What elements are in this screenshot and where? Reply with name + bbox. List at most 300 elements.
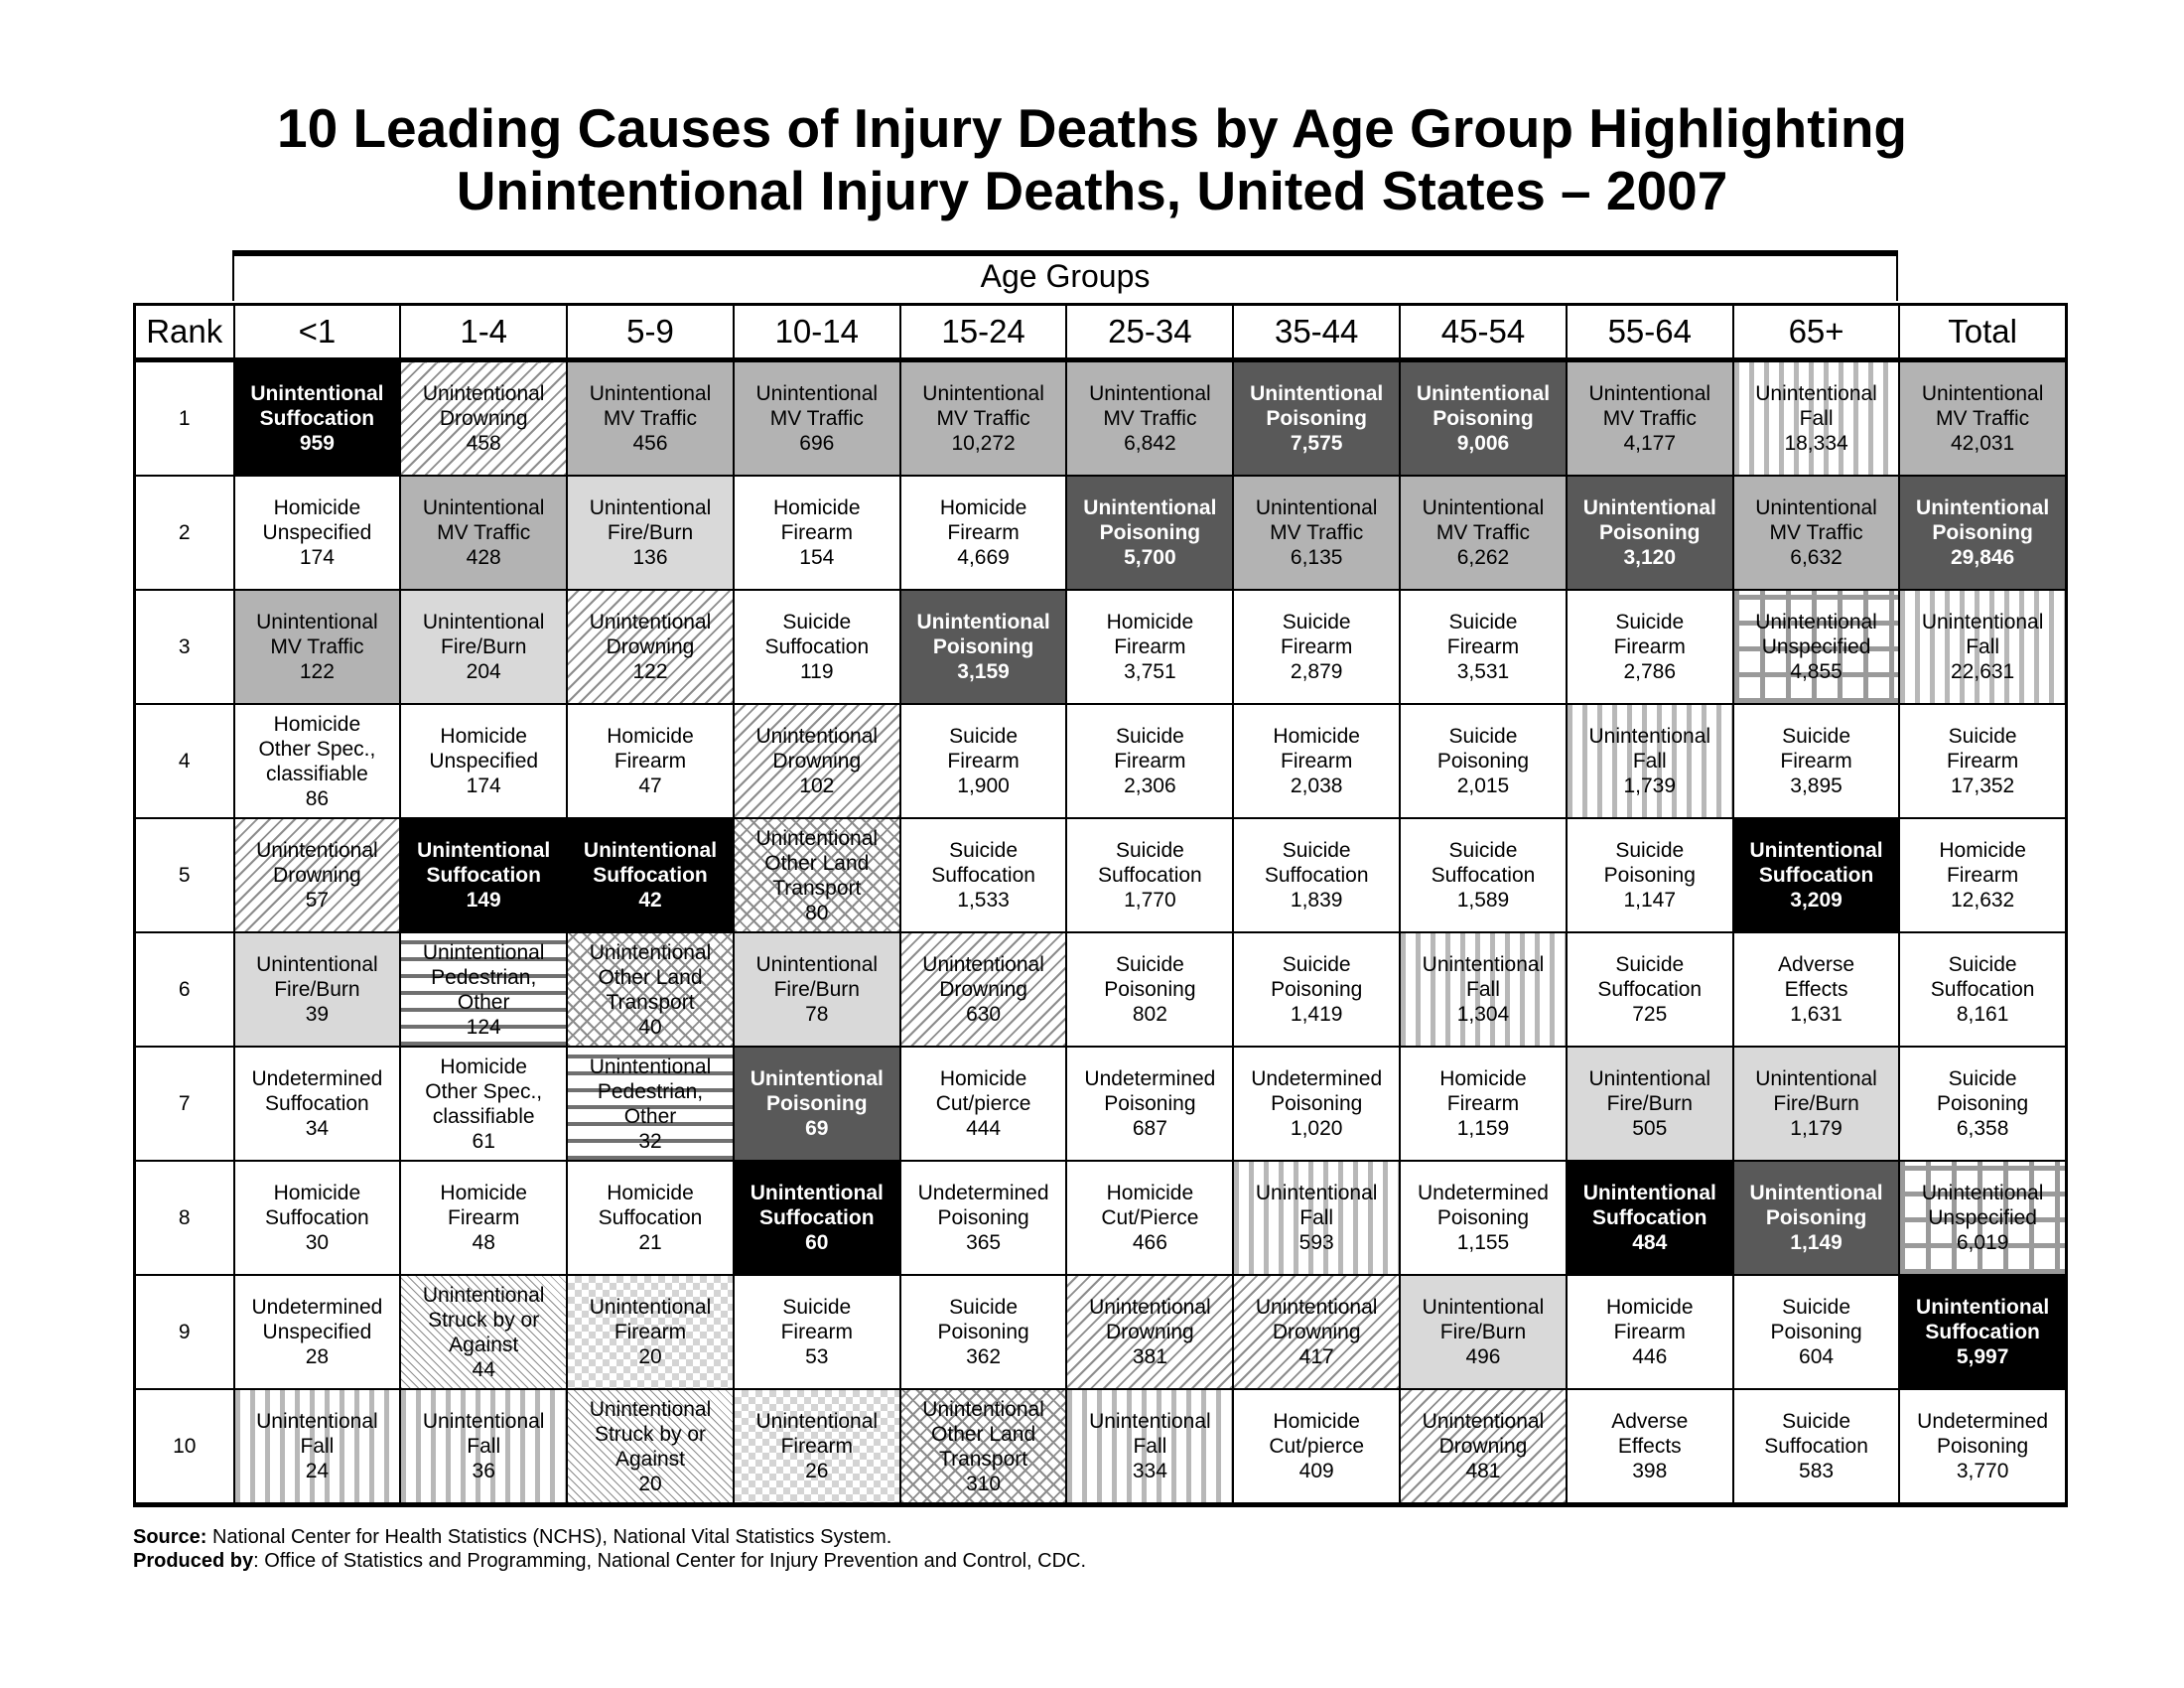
death-count: 484 xyxy=(1632,1231,1668,1254)
cause-label: Fall xyxy=(1966,635,2000,658)
death-count: 3,120 xyxy=(1623,546,1677,569)
death-count: 417 xyxy=(1298,1345,1334,1368)
death-count: 409 xyxy=(1298,1460,1334,1482)
cause-label: Suffocation xyxy=(931,864,1035,887)
cause-cell xyxy=(567,360,734,477)
cause-cell xyxy=(1066,704,1233,818)
cause-label: Suffocation xyxy=(1764,1435,1868,1458)
chart-title-line-1: 10 Leading Causes of Injury Deaths by Age Group Highlighting xyxy=(276,97,1908,159)
table-row xyxy=(135,1275,2067,1389)
death-count: 3,770 xyxy=(1956,1460,2009,1482)
rank-cell: 4 xyxy=(135,704,234,818)
cause-cell xyxy=(1733,1275,1900,1389)
cause-label: Suicide xyxy=(949,1296,1019,1319)
death-count: 1,739 xyxy=(1623,774,1677,797)
cause-label: Homicide xyxy=(1106,611,1194,633)
cause-label: Pedestrian, xyxy=(597,1079,704,1103)
cause-label: Firearm xyxy=(448,1206,520,1229)
age-column-header: Total xyxy=(1899,305,2066,360)
cause-label: Homicide xyxy=(273,712,361,736)
cause-label: Fire/Burn xyxy=(1606,1092,1693,1115)
cause-cell xyxy=(1899,360,2066,477)
death-count: 604 xyxy=(1799,1345,1835,1368)
cause-label: Firearm xyxy=(1613,635,1686,658)
death-count: 446 xyxy=(1632,1345,1668,1368)
cause-label: Unspecified xyxy=(429,750,539,773)
death-count: 30 xyxy=(305,1231,330,1254)
cause-label: Suicide xyxy=(1282,839,1351,862)
death-count: 725 xyxy=(1632,1003,1668,1026)
cause-label: Other Spec., xyxy=(258,737,376,761)
cause-cell xyxy=(734,1161,900,1275)
cause-label: Unintentional xyxy=(589,611,712,633)
death-count: 28 xyxy=(305,1345,330,1368)
cause-label: Unintentional xyxy=(589,382,712,405)
cause-label: Firearm xyxy=(780,521,853,544)
cause-label: Unintentional xyxy=(1921,611,2044,633)
death-count: 1,179 xyxy=(1790,1117,1843,1140)
death-count: 362 xyxy=(966,1345,1002,1368)
cause-label: Drowning xyxy=(439,407,528,430)
rank-cell: 8 xyxy=(135,1161,234,1275)
cause-cell xyxy=(1733,476,1900,590)
death-count: 802 xyxy=(1132,1003,1167,1026)
cause-label: Transport xyxy=(606,990,695,1014)
cause-label: Cut/pierce xyxy=(935,1092,1031,1115)
cause-label: Unspecified xyxy=(262,1321,372,1343)
injury-causes-table xyxy=(133,303,2068,1507)
cause-label: Fire/Burn xyxy=(607,521,694,544)
rank-cell: 9 xyxy=(135,1275,234,1389)
death-count: 7,575 xyxy=(1290,432,1343,455)
cause-label: MV Traffic xyxy=(1936,407,2030,430)
death-count: 6,262 xyxy=(1456,546,1510,569)
cause-cell xyxy=(900,360,1067,477)
cause-cell xyxy=(1567,360,1733,477)
rank-cell: 5 xyxy=(135,818,234,932)
cause-label: Homicide xyxy=(1939,839,2026,862)
cause-label: Suicide xyxy=(1448,725,1518,748)
death-count: 122 xyxy=(632,660,668,683)
cause-label: Unintentional xyxy=(256,839,378,862)
cause-label: Homicide xyxy=(1439,1067,1527,1090)
cause-label: Suicide xyxy=(1115,725,1184,748)
death-count: 9,006 xyxy=(1456,432,1510,455)
cause-cell xyxy=(400,704,567,818)
cause-cell xyxy=(1066,1389,1233,1505)
cause-cell xyxy=(400,1161,567,1275)
age-groups-header: Age Groups xyxy=(232,250,1898,301)
death-count: 1,900 xyxy=(957,774,1010,797)
produced-by-line xyxy=(133,1549,1086,1573)
death-count: 505 xyxy=(1632,1117,1668,1140)
cause-label: Suicide xyxy=(1615,953,1685,976)
rank-cell: 7 xyxy=(135,1047,234,1161)
cause-label: Fire/Burn xyxy=(274,978,360,1001)
cause-label: classifiable xyxy=(432,1104,535,1128)
death-count: 3,159 xyxy=(957,660,1010,683)
cause-label: Undetermined xyxy=(1251,1067,1383,1090)
cause-label: Suicide xyxy=(1948,725,2017,748)
cause-label: Undetermined xyxy=(1917,1410,2049,1433)
cause-cell xyxy=(1233,932,1400,1047)
table-row xyxy=(135,704,2067,818)
cause-label: Suicide xyxy=(1448,611,1518,633)
cause-cell xyxy=(1899,818,2066,932)
cause-label: Unintentional xyxy=(1416,382,1551,405)
cause-label: Unintentional xyxy=(256,953,378,976)
cause-label: Other Spec., xyxy=(425,1079,543,1103)
cause-label: Suicide xyxy=(782,611,852,633)
cause-label: Homicide xyxy=(273,1182,361,1204)
death-count: 34 xyxy=(305,1117,330,1140)
cause-label: Fire/Burn xyxy=(441,635,527,658)
cause-label: Unintentional xyxy=(922,1397,1044,1421)
cause-label: Drowning xyxy=(1438,1435,1528,1458)
cause-label: Firearm xyxy=(1446,1092,1520,1115)
cause-label: Suffocation xyxy=(1098,864,1202,887)
death-count: 53 xyxy=(805,1345,829,1368)
cause-label: MV Traffic xyxy=(603,407,698,430)
cause-label: Unintentional xyxy=(1083,496,1217,519)
age-column-header: 5-9 xyxy=(567,305,734,360)
cause-label: Suffocation xyxy=(764,635,870,658)
rank-cell: 3 xyxy=(135,590,234,704)
cause-label: Suicide xyxy=(1948,953,2017,976)
cause-label: Fire/Burn xyxy=(1439,1321,1527,1343)
cause-label: Cut/pierce xyxy=(1269,1435,1365,1458)
death-count: 1,304 xyxy=(1456,1003,1510,1026)
cause-label: Firearm xyxy=(1114,635,1186,658)
cause-label: Unintentional xyxy=(1422,496,1545,519)
cause-label: Fall xyxy=(1466,978,1500,1001)
death-count: 86 xyxy=(305,786,330,810)
death-count: 102 xyxy=(799,774,835,797)
cause-label: Unintentional xyxy=(422,1283,545,1307)
cause-label: Suicide xyxy=(949,725,1019,748)
death-count: 593 xyxy=(1298,1231,1334,1254)
cause-cell xyxy=(734,590,900,704)
cause-label: MV Traffic xyxy=(1103,407,1197,430)
cause-label: Suicide xyxy=(949,839,1019,862)
age-column-header: 35-44 xyxy=(1233,305,1400,360)
cause-cell xyxy=(1066,1161,1233,1275)
cause-label: Unintentional xyxy=(916,611,1050,633)
source-label: Source: xyxy=(133,1526,207,1548)
cause-cell xyxy=(400,476,567,590)
cause-cell xyxy=(1066,360,1233,477)
cause-label: Suffocation xyxy=(1925,1321,2040,1343)
cause-label: Pedestrian, xyxy=(431,965,537,989)
cause-label: Unintentional xyxy=(589,940,712,964)
cause-label: Unintentional xyxy=(1089,1410,1211,1433)
death-count: 40 xyxy=(638,1015,662,1039)
cause-cell xyxy=(900,932,1067,1047)
cause-cell xyxy=(234,476,401,590)
cause-cell xyxy=(1567,1389,1733,1505)
cause-cell xyxy=(567,1389,734,1505)
cause-label: Unintentional xyxy=(1255,1182,1378,1204)
table-row xyxy=(135,360,2067,477)
death-count: 69 xyxy=(805,1117,829,1140)
age-column-header: 65+ xyxy=(1733,305,1900,360)
cause-cell xyxy=(1733,932,1900,1047)
cause-label: Other xyxy=(457,990,510,1014)
death-count: 12,632 xyxy=(1951,889,2015,912)
cause-label: Homicide xyxy=(440,1182,527,1204)
cause-cell xyxy=(1400,476,1567,590)
death-count: 334 xyxy=(1132,1460,1167,1482)
death-count: 47 xyxy=(638,774,662,797)
cause-label: Unintentional xyxy=(250,382,384,405)
death-count: 630 xyxy=(966,1003,1002,1026)
death-count: 6,135 xyxy=(1290,546,1343,569)
cause-label: Unintentional xyxy=(422,611,545,633)
death-count: 44 xyxy=(472,1357,495,1381)
cause-label: Struck by or xyxy=(428,1308,540,1332)
cause-label: Unintentional xyxy=(583,839,718,862)
table-row xyxy=(135,1047,2067,1161)
cause-label: Struck by or xyxy=(594,1422,707,1446)
death-count: 60 xyxy=(805,1231,829,1254)
cause-cell xyxy=(1733,360,1900,477)
death-count: 80 xyxy=(805,901,829,924)
death-count: 696 xyxy=(799,432,835,455)
cause-label: Suicide xyxy=(1282,953,1351,976)
cause-label: Unintentional xyxy=(1749,1182,1883,1204)
cause-cell xyxy=(1233,1161,1400,1275)
cause-label: Drowning xyxy=(273,864,361,887)
cause-cell xyxy=(1066,590,1233,704)
cause-label: Homicide xyxy=(440,1055,527,1078)
cause-label: Unintentional xyxy=(422,496,545,519)
death-count: 78 xyxy=(805,1003,829,1026)
cause-label: MV Traffic xyxy=(1769,521,1863,544)
death-count: 57 xyxy=(305,889,330,912)
cause-label: Poisoning xyxy=(1436,750,1530,773)
death-count: 1,839 xyxy=(1290,889,1343,912)
death-count: 3,531 xyxy=(1456,660,1510,683)
cause-label: Undetermined xyxy=(1418,1182,1549,1204)
death-count: 458 xyxy=(466,432,501,455)
cause-cell xyxy=(1066,932,1233,1047)
death-count: 5,997 xyxy=(1956,1345,2009,1368)
cause-label: Undetermined xyxy=(251,1296,383,1319)
chart-title xyxy=(0,97,2184,222)
cause-label: Firearm xyxy=(1780,750,1852,773)
cause-label: MV Traffic xyxy=(936,407,1030,430)
cause-label: Unintentional xyxy=(1755,382,1877,405)
cause-label: Poisoning xyxy=(1770,1321,1862,1343)
cause-label: Suicide xyxy=(782,1296,852,1319)
cause-label: Drowning xyxy=(772,750,862,773)
cause-label: Poisoning xyxy=(1433,407,1534,430)
cause-cell xyxy=(900,704,1067,818)
cause-label: Unintentional xyxy=(755,826,879,850)
cause-label: Other Land xyxy=(764,851,870,875)
death-count: 24 xyxy=(305,1460,330,1482)
cause-label: Adverse xyxy=(1778,953,1855,976)
cause-label: Suffocation xyxy=(1592,1206,1707,1229)
death-count: 17,352 xyxy=(1951,774,2015,797)
cause-label: Firearm xyxy=(1446,635,1520,658)
cause-cell xyxy=(900,476,1067,590)
cause-label: Unintentional xyxy=(256,1410,378,1433)
death-count: 2,786 xyxy=(1623,660,1677,683)
death-count: 1,149 xyxy=(1790,1231,1843,1254)
death-count: 1,589 xyxy=(1456,889,1510,912)
cause-cell xyxy=(1400,704,1567,818)
death-count: 20 xyxy=(638,1472,662,1495)
cause-cell xyxy=(234,1047,401,1161)
cause-label: Unintentional xyxy=(422,940,545,964)
cause-cell xyxy=(734,932,900,1047)
cause-label: Unintentional xyxy=(1749,839,1883,862)
cause-label: Unintentional xyxy=(589,1296,712,1319)
cause-label: Unintentional xyxy=(755,725,879,748)
cause-cell xyxy=(567,1161,734,1275)
cause-cell xyxy=(1733,704,1900,818)
cause-cell xyxy=(900,1275,1067,1389)
cause-label: Unintentional xyxy=(1921,382,2044,405)
cause-label: Fall xyxy=(1632,750,1667,773)
cause-label: Firearm xyxy=(780,1435,853,1458)
death-count: 398 xyxy=(1632,1460,1668,1482)
cause-label: Suffocation xyxy=(426,864,541,887)
death-count: 2,038 xyxy=(1290,774,1343,797)
cause-label: Transport xyxy=(772,876,862,900)
death-count: 6,842 xyxy=(1124,432,1176,455)
cause-label: Unintentional xyxy=(589,1055,712,1078)
cause-cell xyxy=(1733,818,1900,932)
rank-header: Rank xyxy=(135,305,234,360)
cause-label: Homicide xyxy=(607,725,694,748)
cause-label: Unintentional xyxy=(1089,382,1211,405)
cause-label: Firearm xyxy=(780,1321,853,1343)
cause-label: Homicide xyxy=(939,1067,1027,1090)
cause-label: Drowning xyxy=(606,635,695,658)
cause-cell xyxy=(1233,704,1400,818)
cause-label: Poisoning xyxy=(1603,864,1696,887)
cause-cell xyxy=(734,360,900,477)
cause-cell xyxy=(234,818,401,932)
cause-label: Fall xyxy=(1299,1206,1334,1229)
cause-label: Unintentional xyxy=(1582,496,1716,519)
age-column-header: 10-14 xyxy=(734,305,900,360)
cause-label: Drowning xyxy=(1106,1321,1194,1343)
cause-label: Fall xyxy=(1133,1435,1167,1458)
cause-label: Homicide xyxy=(273,496,361,519)
cause-label: MV Traffic xyxy=(270,635,364,658)
cause-cell xyxy=(234,1161,401,1275)
cause-label: Homicide xyxy=(773,496,861,519)
cause-label: Firearm xyxy=(1281,635,1353,658)
cause-cell xyxy=(400,360,567,477)
footer xyxy=(133,1525,1086,1573)
cause-cell xyxy=(1567,1047,1733,1161)
cause-cell xyxy=(567,1047,734,1161)
death-count: 119 xyxy=(800,660,834,683)
cause-cell xyxy=(734,704,900,818)
age-column-header: 1-4 xyxy=(400,305,567,360)
cause-label: Homicide xyxy=(1273,725,1360,748)
table-body xyxy=(135,360,2067,1505)
death-count: 6,632 xyxy=(1790,546,1843,569)
cause-cell xyxy=(1733,1161,1900,1275)
cause-label: Undetermined xyxy=(917,1182,1049,1204)
death-count: 1,419 xyxy=(1290,1003,1343,1026)
cause-label: Unintentional xyxy=(1422,953,1545,976)
cause-cell xyxy=(900,1161,1067,1275)
cause-label: Suffocation xyxy=(265,1206,369,1229)
cause-label: Suicide xyxy=(1615,611,1685,633)
cause-label: Fire/Burn xyxy=(773,978,860,1001)
cause-label: Homicide xyxy=(1106,1182,1194,1204)
cause-label: Firearm xyxy=(947,750,1020,773)
cause-cell xyxy=(234,360,401,477)
death-count: 687 xyxy=(1132,1117,1167,1140)
cause-cell xyxy=(900,1389,1067,1505)
cause-label: Firearm xyxy=(614,1321,687,1343)
death-count: 1,631 xyxy=(1790,1003,1843,1026)
death-count: 1,020 xyxy=(1290,1117,1343,1140)
cause-cell xyxy=(900,1047,1067,1161)
cause-cell xyxy=(734,1047,900,1161)
cause-cell xyxy=(900,818,1067,932)
cause-cell xyxy=(1233,590,1400,704)
age-column-header: 45-54 xyxy=(1400,305,1567,360)
cause-cell xyxy=(567,932,734,1047)
cause-label: Unintentional xyxy=(256,611,378,633)
cause-cell xyxy=(1899,932,2066,1047)
cause-cell xyxy=(1899,1047,2066,1161)
cause-label: Suicide xyxy=(1115,839,1184,862)
cause-cell xyxy=(1899,1161,2066,1275)
cause-label: Poisoning xyxy=(1099,521,1201,544)
age-column-header: <1 xyxy=(234,305,401,360)
cause-label: Suicide xyxy=(1782,1296,1851,1319)
death-count: 136 xyxy=(632,546,668,569)
cause-label: MV Traffic xyxy=(437,521,531,544)
cause-label: Unintentional xyxy=(1921,1182,2044,1204)
cause-cell xyxy=(567,1275,734,1389)
cause-label: Other xyxy=(623,1104,677,1128)
cause-label: Suffocation xyxy=(1264,864,1369,887)
cause-label: Poisoning xyxy=(932,635,1034,658)
cause-label: Poisoning xyxy=(766,1092,868,1115)
cause-cell xyxy=(234,1275,401,1389)
death-count: 124 xyxy=(466,1015,501,1039)
cause-cell xyxy=(1567,818,1733,932)
cause-label: Poisoning xyxy=(1932,521,2033,544)
cause-label: Drowning xyxy=(939,978,1027,1001)
death-count: 22,631 xyxy=(1951,660,2015,683)
cause-cell xyxy=(1567,932,1733,1047)
cause-cell xyxy=(400,1389,567,1505)
death-count: 32 xyxy=(638,1129,662,1153)
cause-label: Homicide xyxy=(440,725,527,748)
cause-label: Unintentional xyxy=(1250,382,1384,405)
death-count: 3,895 xyxy=(1790,774,1843,797)
cause-label: Suicide xyxy=(1782,725,1851,748)
death-count: 1,770 xyxy=(1124,889,1176,912)
cause-label: Unspecified xyxy=(262,521,372,544)
cause-cell xyxy=(1733,590,1900,704)
cause-cell xyxy=(1567,1161,1733,1275)
cause-label: Suicide xyxy=(1282,611,1351,633)
cause-label: Unintentional xyxy=(1422,1410,1545,1433)
cause-label: Poisoning xyxy=(1436,1206,1530,1229)
